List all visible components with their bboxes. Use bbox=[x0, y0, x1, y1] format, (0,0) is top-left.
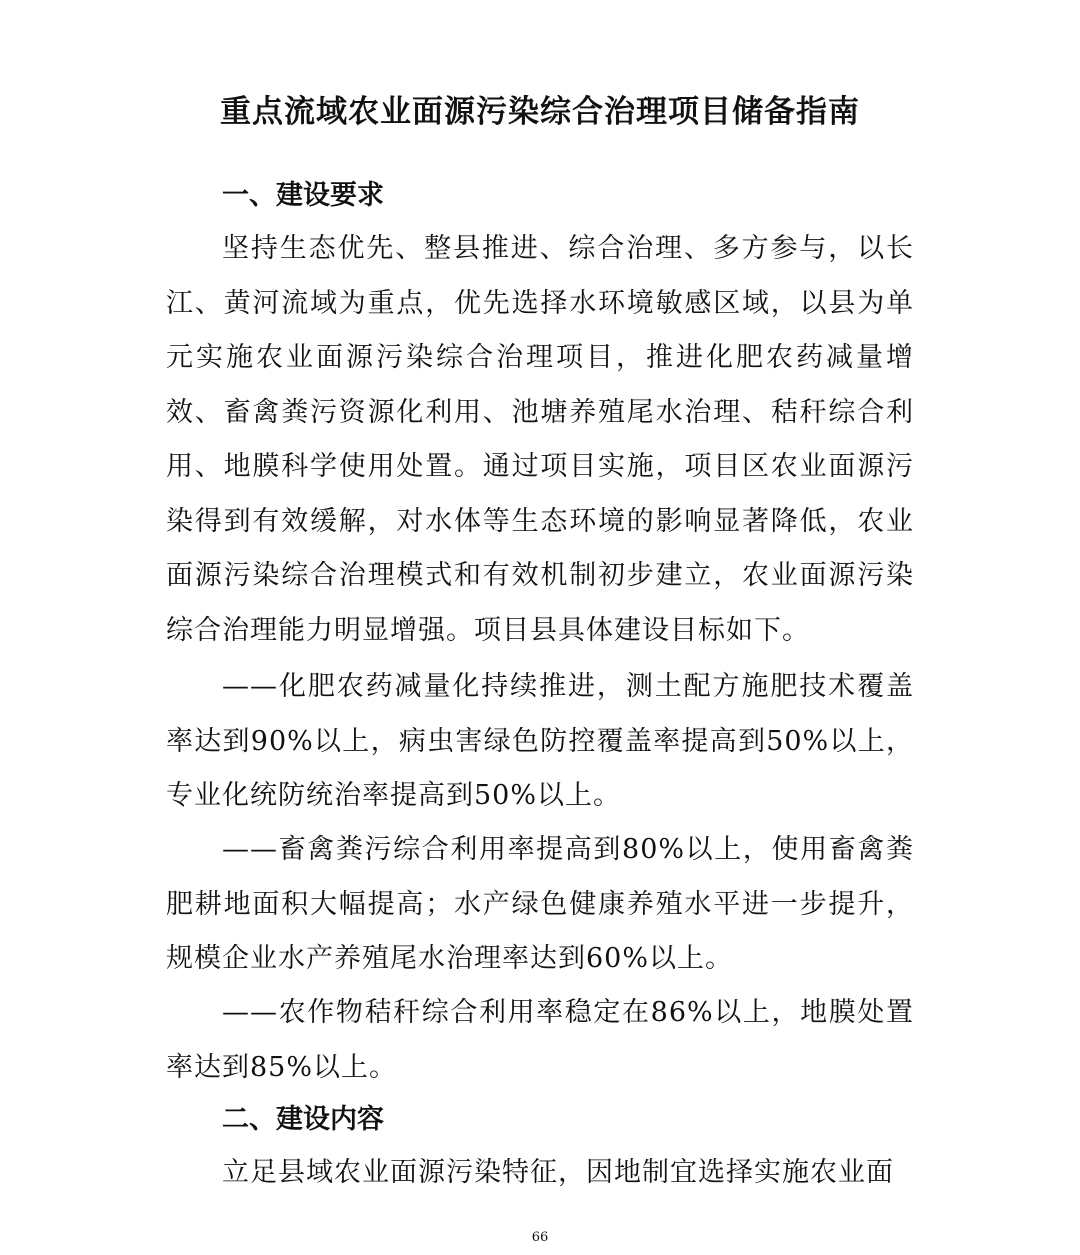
paragraph-content-intro: 立足县域农业面源污染特征，因地制宜选择实施农业面 bbox=[222, 1157, 894, 1188]
document-title: 重点流域农业面源污染综合治理项目储备指南 bbox=[220, 93, 860, 130]
section-heading-requirements: 一、建设要求 bbox=[222, 180, 384, 211]
paragraph-manure-target: ——畜禽粪污综合利用率提高到80%以上，使用畜禽粪肥耕地面积大幅提高；水产绿色健康养殖水平进一步提升，规模企业水产养殖尾水治理率达到60%以上。 bbox=[166, 834, 914, 974]
section-heading-content: 二、建设内容 bbox=[222, 1104, 384, 1135]
page-number: 66 bbox=[531, 1230, 549, 1245]
paragraph-requirements-intro: 坚持生态优先、整县推进、综合治理、多方参与，以长江、黄河流域为重点，优先选择水环境敏感区域，以县为单元实施农业面源污染综合治理项目，推进化肥农药减量增效、畜禽粪污资源化利用、池塘养殖尾水治理、秸秆综合利用、地膜科学使用处置。通过项目实施，项目区农业面源污染得到有效缓解，对水体等生态环境的影响显著降低，农业面源污染综合治理模式和有效机制初步建立，农业面源污染综合治理能力明显增强。项目县具体建设目标如下。 bbox=[166, 233, 914, 646]
paragraph-fertilizer-target: ——化肥农药减量化持续推进，测土配方施肥技术覆盖率达到90%以上，病虫害绿色防控覆盖率提高到50%以上，专业化统防统治率提高到50%以上。 bbox=[166, 671, 914, 811]
paragraph-straw-target: ——农作物秸秆综合利用率稳定在86%以上，地膜处置率达到85%以上。 bbox=[166, 997, 914, 1083]
